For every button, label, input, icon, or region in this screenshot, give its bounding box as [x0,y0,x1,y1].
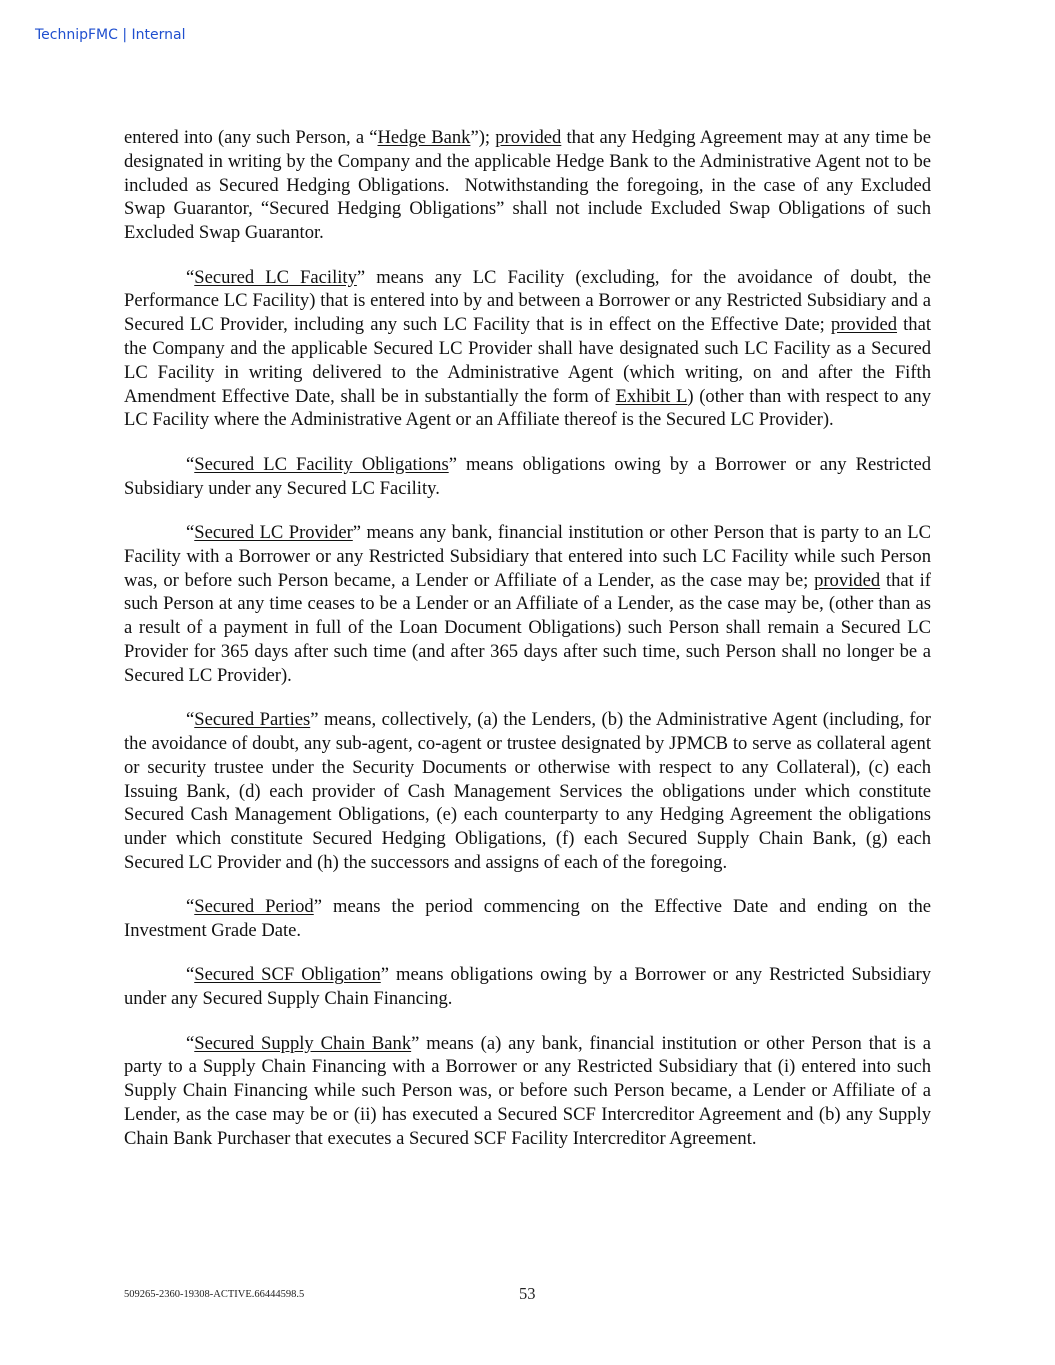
defined-term: provided [495,127,562,148]
definition-paragraph [124,963,931,1011]
definition-paragraph [124,895,931,943]
paragraph-text: ) (other than with respect to any LC Facility where the Administrative Agent or an Affiliate thereof is the Secured LC Provider). [124,385,931,431]
document-body [124,126,931,1171]
defined-term: Exhibit L [615,385,688,407]
paragraph-text: that any Hedging Agreement may at any time be designated in writing by the Company and the applicable Hedge Bank to the Administrative Agent not to be included as Secured Hedging Obligations. Notwithstanding the foregoing, in the case of any Excluded Swap Guarantor, “Secured Hedging Obligations” shall not include Excluded Swap Obligations of such Excluded Swap Guarantor. [124,127,931,244]
paragraph-text: “ [186,521,195,543]
page-number: 53 [519,1284,536,1303]
paragraph-text: ” means, collectively, (a) the Lenders, (b) the Administrative Agent (including, for the avoidance of doubt, any sub-agent, co-agent or trustee designated by JPMCB to serve as collateral agent or security trustee under the Security Documents or otherwise with respect to any Collateral), (c) each Issuing Bank, (d) each provider of Cash Management Services the obligations under which constitute Secured Cash Management Obligations, (e) each counterparty to any Hedging Agreement the obligations under which constitute Secured Hedging Obligations, (f) each Secured Supply Chain Bank, (g) each Secured LC Provider and (h) the successors and assigns of each of the foregoing. [124,709,931,873]
paragraph-text: ”); [470,127,496,148]
paragraph-text: ” means obligations owing by a Borrower or any Restricted Subsidiary under any Secured Supply Chain Financing. [124,964,931,1010]
paragraph-text: entered into (any such Person, a “ [124,127,378,148]
paragraph-text: that the Company and the applicable Secured LC Provider shall have designated such LC Facility as a Secured LC Facility in writing delivered to the Administrative Agent (which writing, on and after the Fifth Amendment Effective Date, shall be in substantially the form of [124,314,931,407]
paragraph-text: ” means (a) any bank, financial institution or other Person that is a party to a Supply Chain Financing with a Borrower or any Restricted Subsidiary that (i) entered into such Supply Chain Financing while such Person was, or before such Person became, a Lender or Affiliate of a Lender, as the case may be or (ii) has executed a Secured SCF Intercreditor Agreement and (b) any Supply Chain Bank Purchaser that executes a Secured SCF Facility Intercreditor Agreement. [124,1032,931,1149]
paragraph-text: “ [186,453,195,475]
paragraph-text: ” means the period commencing on the Effective Date and ending on the Investment Grade Date. [124,896,931,942]
defined-term: provided [830,314,898,336]
classification-label: TechnipFMC | Internal [35,27,186,43]
paragraph-text: ” means obligations owing by a Borrower or any Restricted Subsidiary under any Secured LC Facility. [124,453,932,499]
definition-paragraph [124,266,931,433]
defined-term: Hedge Bank [377,127,471,148]
paragraph-text: ” means any LC Facility (excluding, for the avoidance of doubt, the Performance LC Facility) that is entered into by and between a Borrower or any Restricted Subsidiary and a Secured LC Provider, including any such LC Facility that is in effect on the Effective Date; [124,266,931,336]
defined-term: Secured LC Facility [194,266,357,288]
definition-paragraph [124,708,931,875]
definition-paragraph [124,521,931,688]
definition-paragraph [124,126,931,245]
paragraph-text: “ [186,964,195,986]
paragraph-text: “ [186,709,195,731]
defined-term: Secured Supply Chain Bank [194,1032,412,1054]
defined-term: Secured SCF Obligation [194,964,381,986]
paragraph-text: “ [186,266,195,288]
definition-paragraph [124,1032,931,1151]
definition-paragraph [124,453,931,501]
paragraph-text: ” means any bank, financial institution or other Person that is party to an LC Facility with a Borrower or any Restricted Subsidiary that entered into such LC Facility while such Person was, or before such Person became, a Lender or Affiliate of a Lender, as the case may be; [124,521,931,591]
defined-term: Secured LC Facility Obligations [194,453,449,475]
paragraph-text: “ [186,1032,195,1054]
footer-document-id: 509265-2360-19308-ACTIVE.66444598.5 [124,1289,305,1300]
paragraph-text: that if such Person at any time ceases to be a Lender or an Affiliate of a Lender, as the case may be, (other than as a result of a payment in full of the Loan Document Obligations) such Person shall remain a Secured LC Provider for 365 days after such time (and after 365 days after such time, such Person shall no longer be a Secured LC Provider). [124,569,931,686]
defined-term: Secured Parties [194,709,311,731]
paragraph-text: “ [186,896,195,918]
defined-term: Secured LC Provider [194,521,353,543]
defined-term: provided [814,569,881,591]
defined-term: Secured Period [194,896,314,918]
